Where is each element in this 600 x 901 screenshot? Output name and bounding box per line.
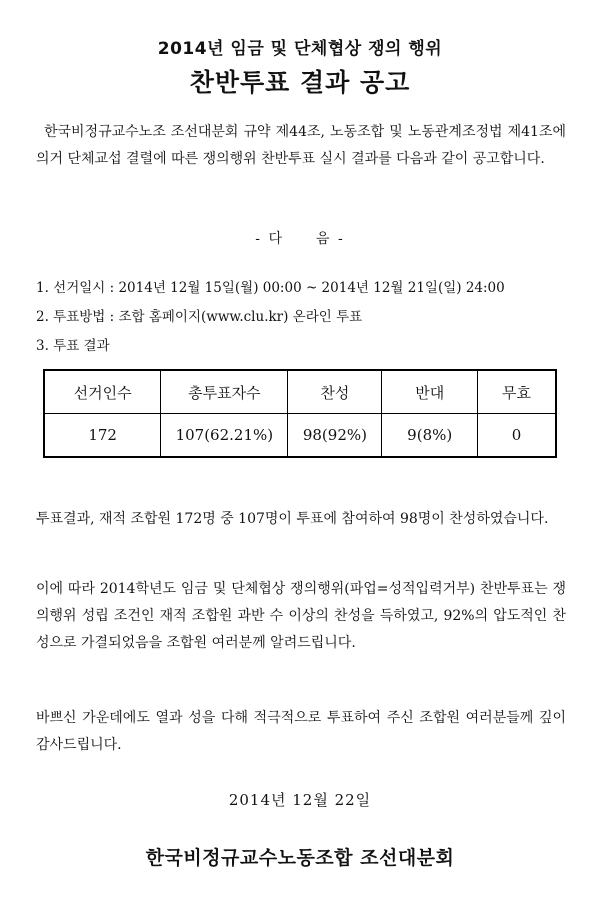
voting-result-item: 3. 투표 결과 bbox=[36, 338, 110, 354]
table-header-row bbox=[44, 370, 556, 414]
thanks-paragraph: 바쁘신 가운데에도 열과 성을 다해 적극적으로 투표하여 주신 조합원 여러분들께 깊이 감사드립니다. bbox=[36, 710, 566, 753]
cell-approve: 98(92%) bbox=[288, 414, 382, 458]
header-cell-voters: 선거인수 bbox=[44, 370, 161, 414]
header-cell-total-votes: 총투표자수 bbox=[161, 370, 288, 414]
outcome-paragraph: 이에 따라 2014학년도 임금 및 단체협상 쟁의행위(파업=성적입력거부) 찬반투표는 쟁의행위 성립 조건인 재적 조합원 과반 수 이상의 찬성을 득하였고, 92%의 압도적인 찬성으로 가결되었음을 조합원 여러분께 알려드립니다. bbox=[36, 581, 566, 651]
title-main: 찬반투표 결과 공고 bbox=[189, 68, 411, 97]
cell-invalid: 0 bbox=[477, 414, 556, 458]
table-row bbox=[44, 414, 556, 458]
separator-heading: - 다 음 - bbox=[255, 231, 345, 247]
result-paragraph: 투표결과, 재적 조합원 172명 중 107명이 투표에 참여하여 98명이 찬성하였습니다. bbox=[36, 511, 549, 527]
cell-oppose: 9(8%) bbox=[382, 414, 477, 458]
cell-total-votes: 107(62.21%) bbox=[161, 414, 288, 458]
header-cell-invalid: 무효 bbox=[477, 370, 556, 414]
election-date-item: 1. 선거일시 : 2014년 12월 15일(월) 00:00 ~ 2014년 12월 21일(일) 24:00 bbox=[36, 280, 505, 296]
title-subject: 2014년 임금 및 단체협상 쟁의 행위 bbox=[157, 39, 443, 59]
intro-paragraph: 한국비정규교수노조 조선대분회 규약 제44조, 노동조합 및 노동관계조정법 제41조에 의거 단체교섭 결렬에 따른 쟁의행위 찬반투표 실시 결과를 다음과 같이 공고합니다. bbox=[36, 124, 566, 167]
voting-method-item: 2. 투표방법 : 조합 홈페이지(www.clu.kr) 온라인 투표 bbox=[36, 309, 363, 325]
header-cell-oppose: 반대 bbox=[382, 370, 477, 414]
organization-name: 한국비정규교수노동조합 조선대분회 bbox=[145, 847, 455, 869]
announcement-date: 2014년 12월 22일 bbox=[228, 791, 372, 809]
header-cell-approve: 찬성 bbox=[288, 370, 382, 414]
cell-voters: 172 bbox=[44, 414, 161, 458]
results-table bbox=[43, 369, 557, 458]
